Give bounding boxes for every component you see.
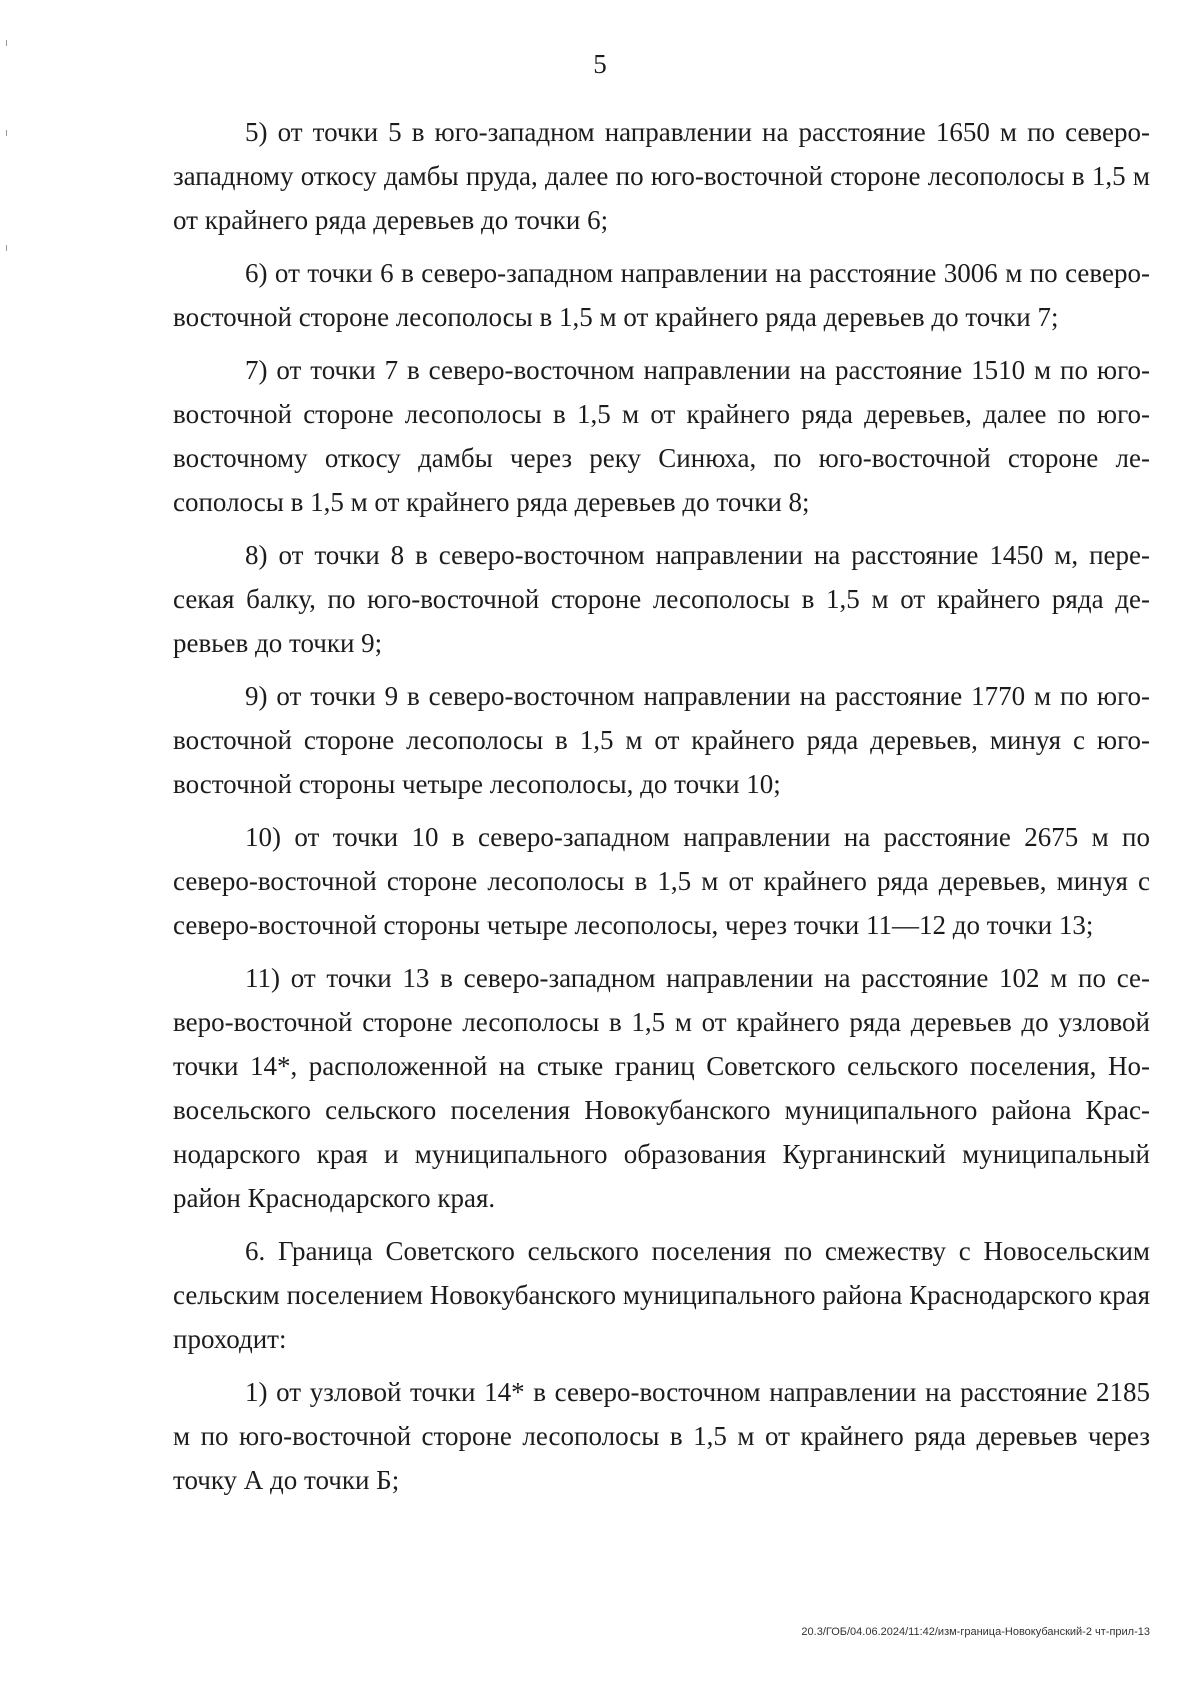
clause-8: 8) от точки 8 в северо-восточном направлении на расстояние 1450 м, пересекая балку, по юго-восточной стороне лесополосы в 1,5 м от крайнего ряда деревьев до точки 9; [173, 540, 1150, 658]
clause-7: 7) от точки 7 в северо-восточном направлении на расстояние 1510 м по юго-восточной стороне лесополосы в 1,5 м от крайнего ряда деревьев, далее по юго-восточному откосу дамбы через реку Синюха, по юго-восточной стороне лесополосы в 1,5 м от крайнего ряда деревьев до точки 8; [173, 355, 1150, 517]
clause-9: 9) от точки 9 в северо-восточном направлении на расстояние 1770 м по юго-восточной стороне лесополосы в 1,5 м от крайнего ряда деревьев, минуя с юго-восточной стороны четыре лесополосы, до точки 10; [173, 681, 1150, 799]
document-body [173, 110, 1150, 1511]
scan-edge-mark [6, 40, 7, 46]
scan-edge-mark [6, 245, 7, 251]
section-6-clause-1: 1) от узловой точки 14* в северо-восточном направлении на расстояние 2185 м по юго-восточной стороне лесополосы в 1,5 м от крайнего ряда деревьев через точку А до точки Б; [173, 1377, 1150, 1495]
document-footer-code: 20.3/ГОБ/04.06.2024/11:42/изм-граница-Новокубанский-2 чт-прил-13 [801, 1626, 1150, 1638]
scan-edge-mark [6, 130, 7, 136]
page-number: 5 [593, 49, 607, 79]
clause-6: 6) от точки 6 в северо-западном направлении на расстояние 3006 м по северо-восточной стороне лесополосы в 1,5 м от крайнего ряда деревьев до точки 7; [173, 258, 1150, 332]
clause-11: 11) от точки 13 в северо-западном направлении на расстояние 102 м по северо-восточной стороне лесополосы в 1,5 м от крайнего ряда деревьев до узловой точки 14*, расположенной на стыке границ Советского сельского поселения, Новосельского сельского поселения Новокубанского муниципального района Краснодарского края и муниципального образования Курганинский муниципальный район Краснодарского края. [173, 963, 1150, 1213]
clause-5: 5) от точки 5 в юго-западном направлении на расстояние 1650 м по северо-западному откосу дамбы пруда, далее по юго-восточной стороне лесополосы в 1,5 м от крайнего ряда деревьев до точки 6; [173, 117, 1150, 235]
clause-10: 10) от точки 10 в северо-западном направлении на расстояние 2675 м по северо-восточной стороне лесополосы в 1,5 м от крайнего ряда деревьев, минуя с северо-восточной стороны четыре лесополосы, через точки 11—12 до точки 13; [173, 822, 1150, 940]
section-6-heading: 6. Граница Советского сельского поселения по смежеству с Новосельским сельским поселением Новокубанского муниципального района Краснодарского края проходит: [173, 1236, 1150, 1354]
